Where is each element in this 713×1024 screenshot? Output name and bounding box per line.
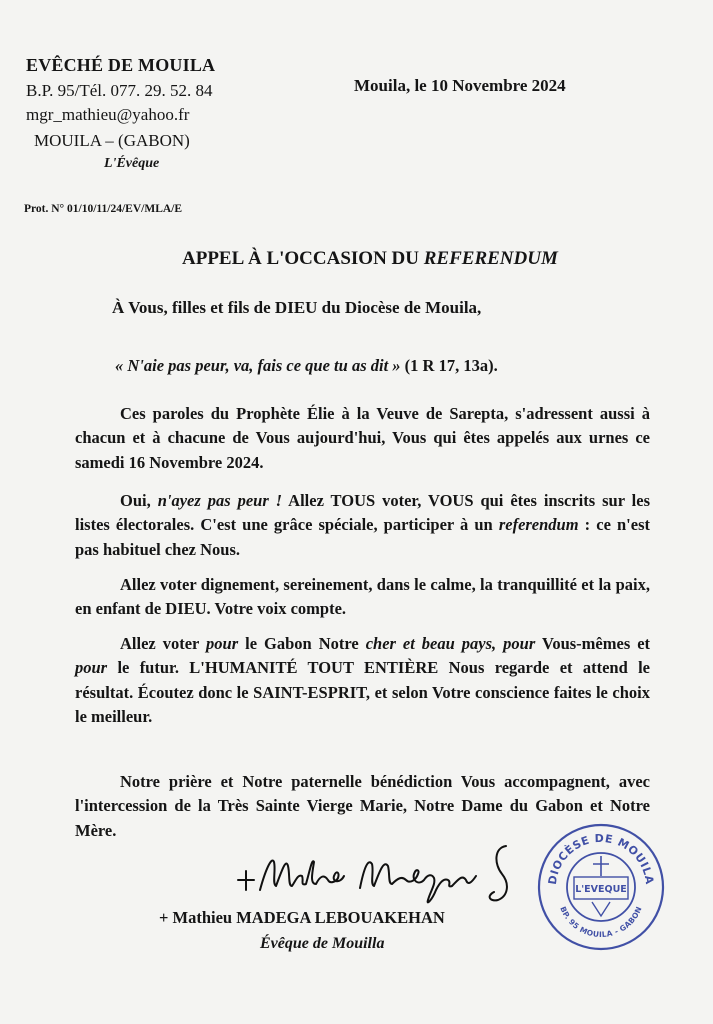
letter-date: Mouila, le 10 Novembre 2024 bbox=[354, 76, 566, 95]
seal-center-text: L'EVEQUE bbox=[575, 884, 627, 895]
letter-title-italic: REFERENDUM bbox=[423, 248, 558, 269]
signatory-name: + Mathieu MADEGA LEBOUAKEHAN bbox=[159, 908, 445, 927]
letterhead-email: mgr_mathieu@yahoo.fr bbox=[26, 105, 190, 124]
svg-text:BP. 95 MOUILA - GABON bbox=[558, 905, 643, 939]
paragraph-3-text: Allez voter dignement, sereinement, dans le calme, la tranquillité et la paix, en enfant de DIEU. Votre voix compte. bbox=[75, 575, 650, 619]
paragraph-4-part-g: pour bbox=[75, 658, 108, 678]
paragraph-5-text: Notre prière et Notre paternelle bénédiction Vous accompagnent, avec l'intercession de la Très Sainte Vierge Marie, Notre Dame du Gabon et Notre Mère. bbox=[75, 772, 650, 840]
seal-bottom-text: BP. 95 MOUILA - GABON bbox=[558, 905, 644, 940]
paragraph-2-part-e: : ce n'est pas habituel chez Nous. bbox=[75, 515, 650, 559]
paragraph-2-part-b: n'ayez pas peur ! bbox=[157, 491, 283, 510]
paragraph-4-part-d: cher et beau pays, bbox=[365, 634, 497, 653]
salutation: À Vous, filles et fils de DIEU du Diocèse de Mouila, bbox=[112, 298, 482, 317]
paragraph-2-part-c: Allez TOUS voter, VOUS qui êtes inscrits sur les listes électorales. C'est une grâce spéciale, participer à un bbox=[75, 491, 651, 535]
letter-title bbox=[182, 248, 558, 270]
paragraph-2-part-a: Oui, bbox=[120, 491, 151, 510]
letterhead-bp: B.P. 95/Tél. 077. 29. 52. 84 bbox=[26, 81, 213, 100]
paragraph-3 bbox=[75, 573, 650, 622]
diocese-seal bbox=[536, 822, 666, 952]
paragraph-4-part-b: pour bbox=[206, 634, 239, 653]
paragraph-4-part-e: pour bbox=[503, 634, 536, 653]
paragraph-4 bbox=[75, 632, 650, 729]
paragraph-4-part-h: le futur. L'HUMANITÉ TOUT ENTIÈRE Nous regarde et attend le résultat. Écoutez donc le SAINT-ESPRIT, et selon Votre conscience faites le choix le meilleur. bbox=[75, 658, 650, 726]
paragraph-2 bbox=[75, 489, 650, 562]
signatory-role: Évêque de Mouilla bbox=[260, 935, 385, 952]
letter-title-main: APPEL À L'OCCASION DU bbox=[182, 248, 419, 269]
seal-top-text: DIOCÈSE DE MOUILA bbox=[545, 831, 657, 886]
handwritten-signature bbox=[232, 840, 532, 908]
paragraph-4-part-c: le Gabon Notre bbox=[245, 634, 359, 653]
paragraph-4-part-a: Allez voter bbox=[120, 634, 200, 653]
scripture-quote-text: « N'aie pas peur, va, fais ce que tu as dit » bbox=[115, 356, 401, 375]
letterhead-place: MOUILA – (GABON) bbox=[34, 131, 190, 150]
paragraph-1 bbox=[75, 402, 650, 475]
protocol-number: Prot. N° 01/10/11/24/EV/MLA/E bbox=[24, 203, 183, 215]
paragraph-2-part-d: referendum bbox=[498, 515, 579, 535]
paragraph-4-part-f: Vous-mêmes et bbox=[541, 634, 651, 653]
paragraph-1-text: Ces paroles du Prophète Élie à la Veuve de Sarepta, s'adressent aussi à chacun et à chacune de Vous aujourd'hui, Vous qui êtes appelés aux urnes ce samedi 16 Novembre 2024. bbox=[75, 404, 650, 472]
letterhead-org: EVÊCHÉ DE MOUILA bbox=[26, 55, 216, 75]
letterhead-role: L'Évêque bbox=[104, 156, 160, 171]
scripture-quote bbox=[115, 356, 498, 376]
scripture-quote-ref: (1 R 17, 13a). bbox=[404, 356, 498, 375]
